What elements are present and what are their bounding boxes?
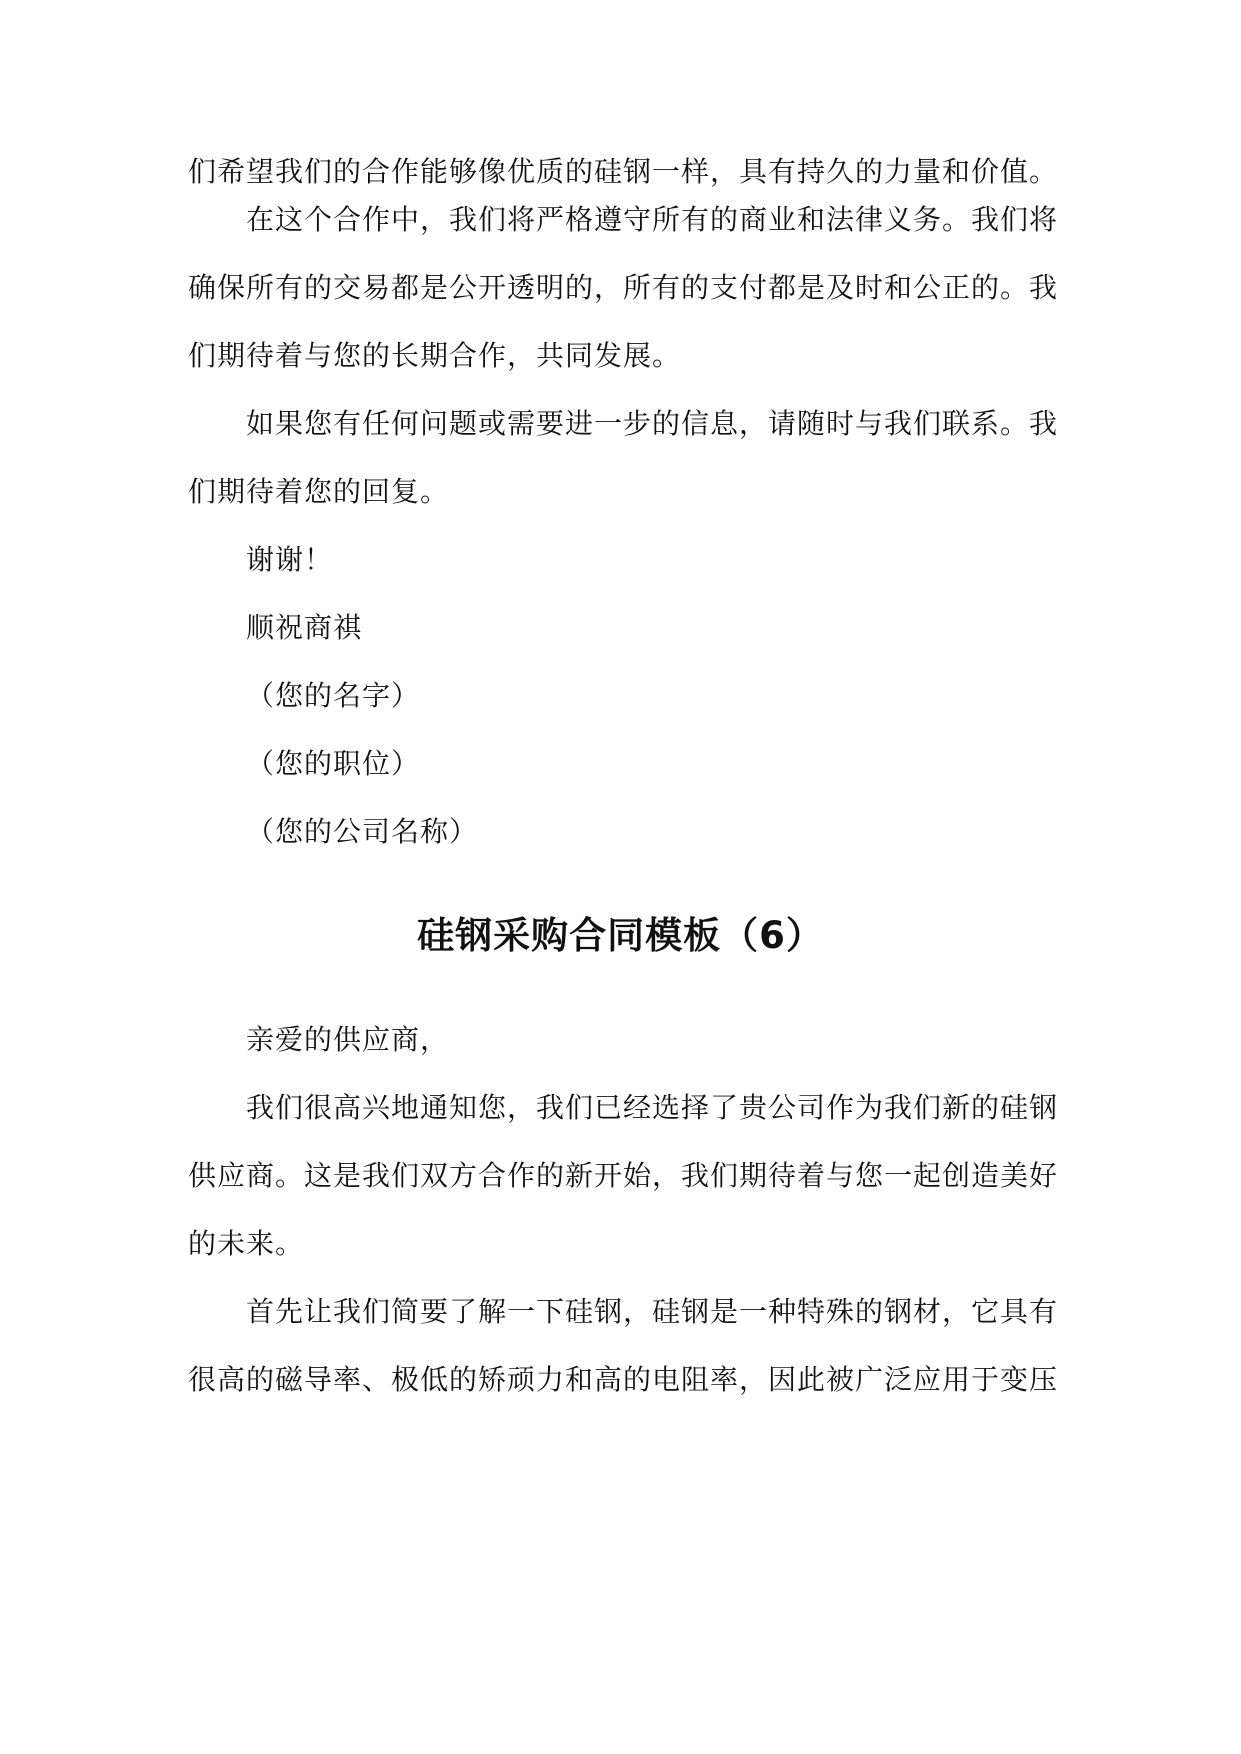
paragraph-line: 们期待着您的回复。 [188,475,450,508]
paragraph-line: 们期待着与您的长期合作，共同发展。 [188,339,682,372]
paragraph-line: 供应商。这是我们双方合作的新开始，我们期待着与您一起创造美好 [188,1159,1059,1192]
paragraph-line: 我们很高兴地通知您，我们已经选择了贵公司作为我们新的硅钢 [246,1091,1059,1124]
signature-name: （您的名字） [246,679,421,712]
signature-title: （您的职位） [246,747,421,780]
paragraph-line: 首先让我们简要了解一下硅钢，硅钢是一种特殊的钢材，它具有 [246,1295,1059,1328]
closing-regards: 顺祝商祺 [246,611,363,644]
closing-thanks: 谢谢！ [246,543,334,576]
signature-company: （您的公司名称） [246,815,479,848]
paragraph-line: 的未来。 [188,1227,305,1260]
paragraph-line: 们希望我们的合作能够像优质的硅钢一样，具有持久的力量和价值。 [188,155,1059,188]
salutation: 亲爱的供应商， [246,1023,450,1056]
paragraph-line: 在这个合作中，我们将严格遵守所有的商业和法律义务。我们将 [246,203,1059,236]
paragraph-line: 很高的磁导率、极低的矫顽力和高的电阻率，因此被广泛应用于变压 [188,1363,1059,1396]
section-heading: 硅钢采购合同模板（6） [417,914,824,957]
paragraph-line: 确保所有的交易都是公开透明的，所有的支付都是及时和公正的。我 [188,271,1059,304]
paragraph-line: 如果您有任何问题或需要进一步的信息，请随时与我们联系。我 [246,407,1059,440]
